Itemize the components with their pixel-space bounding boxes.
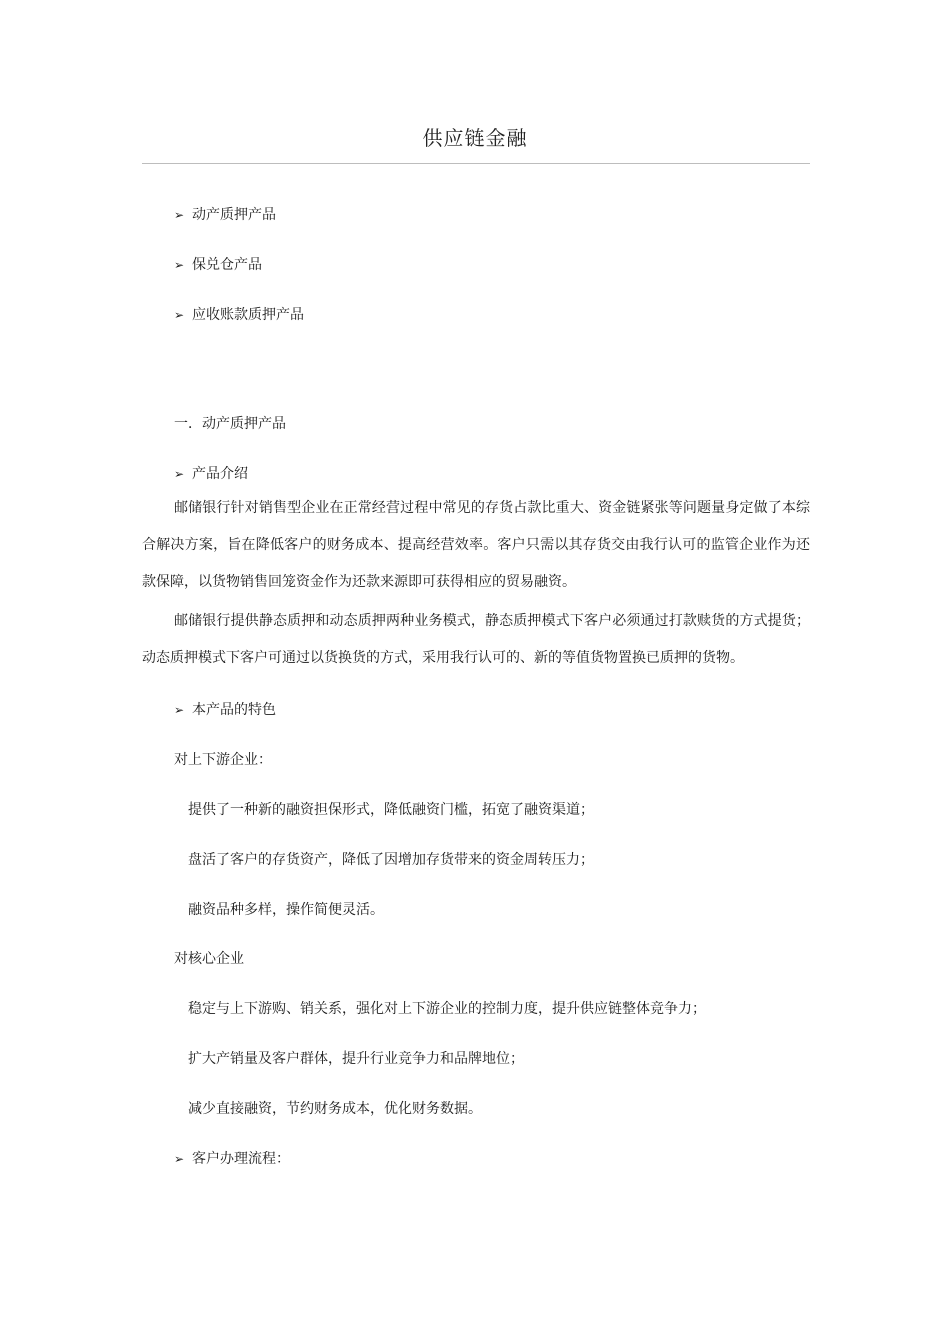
title-divider xyxy=(142,163,810,164)
toc-item-1: ➢ 动产质押产品 xyxy=(174,207,276,223)
core-label: 对核心企业 xyxy=(174,951,244,967)
arrow-bullet-icon: ➢ xyxy=(174,467,185,481)
intro-paragraph-2: 邮储银行提供静态质押和动态质押两种业务模式，静态质押模式下客户必须通过打款赎货的方式提货；动态质押模式下客户可通过以货换货的方式，采用我行认可的、新的等值货物置换已质押的货物。 xyxy=(142,613,810,666)
core-item-2: 扩大产销量及客户群体，提升行业竞争力和品牌地位； xyxy=(188,1051,524,1067)
upstream-item-1: 提供了一种新的融资担保形式，降低融资门槛，拓宽了融资渠道； xyxy=(188,802,594,818)
upstream-item-3: 融资品种多样，操作简便灵活。 xyxy=(188,902,384,918)
arrow-bullet-icon: ➢ xyxy=(174,703,185,717)
process-bullet: ➢ 客户办理流程： xyxy=(174,1151,290,1167)
section-heading: 一．动产质押产品 xyxy=(174,416,286,432)
arrow-bullet-icon: ➢ xyxy=(174,1152,185,1166)
core-item-1: 稳定与上下游购、销关系，强化对上下游企业的控制力度，提升供应链整体竞争力； xyxy=(188,1001,706,1017)
arrow-bullet-icon: ➢ xyxy=(174,208,185,222)
intro-paragraph-1: 邮储银行针对销售型企业在正常经营过程中常见的存货占款比重大、资金链紧张等问题量身定做了本综合解决方案，旨在降低客户的财务成本、提高经营效率。客户只需以其存货交由我行认可的监管企业作为还款保障，以货物销售回笼资金作为还款来源即可获得相应的贸易融资。 xyxy=(142,500,810,590)
toc-item-2: ➢ 保兑仓产品 xyxy=(174,257,262,273)
intro-bullet: ➢ 产品介绍 xyxy=(174,466,248,482)
toc-item-3: ➢ 应收账款质押产品 xyxy=(174,307,304,323)
arrow-bullet-icon: ➢ xyxy=(174,258,185,272)
upstream-label: 对上下游企业： xyxy=(174,752,272,768)
arrow-bullet-icon: ➢ xyxy=(174,308,185,322)
core-item-3: 减少直接融资，节约财务成本，优化财务数据。 xyxy=(188,1101,482,1117)
upstream-item-2: 盘活了客户的存货资产，降低了因增加存货带来的资金周转压力； xyxy=(188,852,594,868)
page-title: 供应链金融 xyxy=(422,126,528,150)
features-bullet: ➢ 本产品的特色 xyxy=(174,702,276,718)
